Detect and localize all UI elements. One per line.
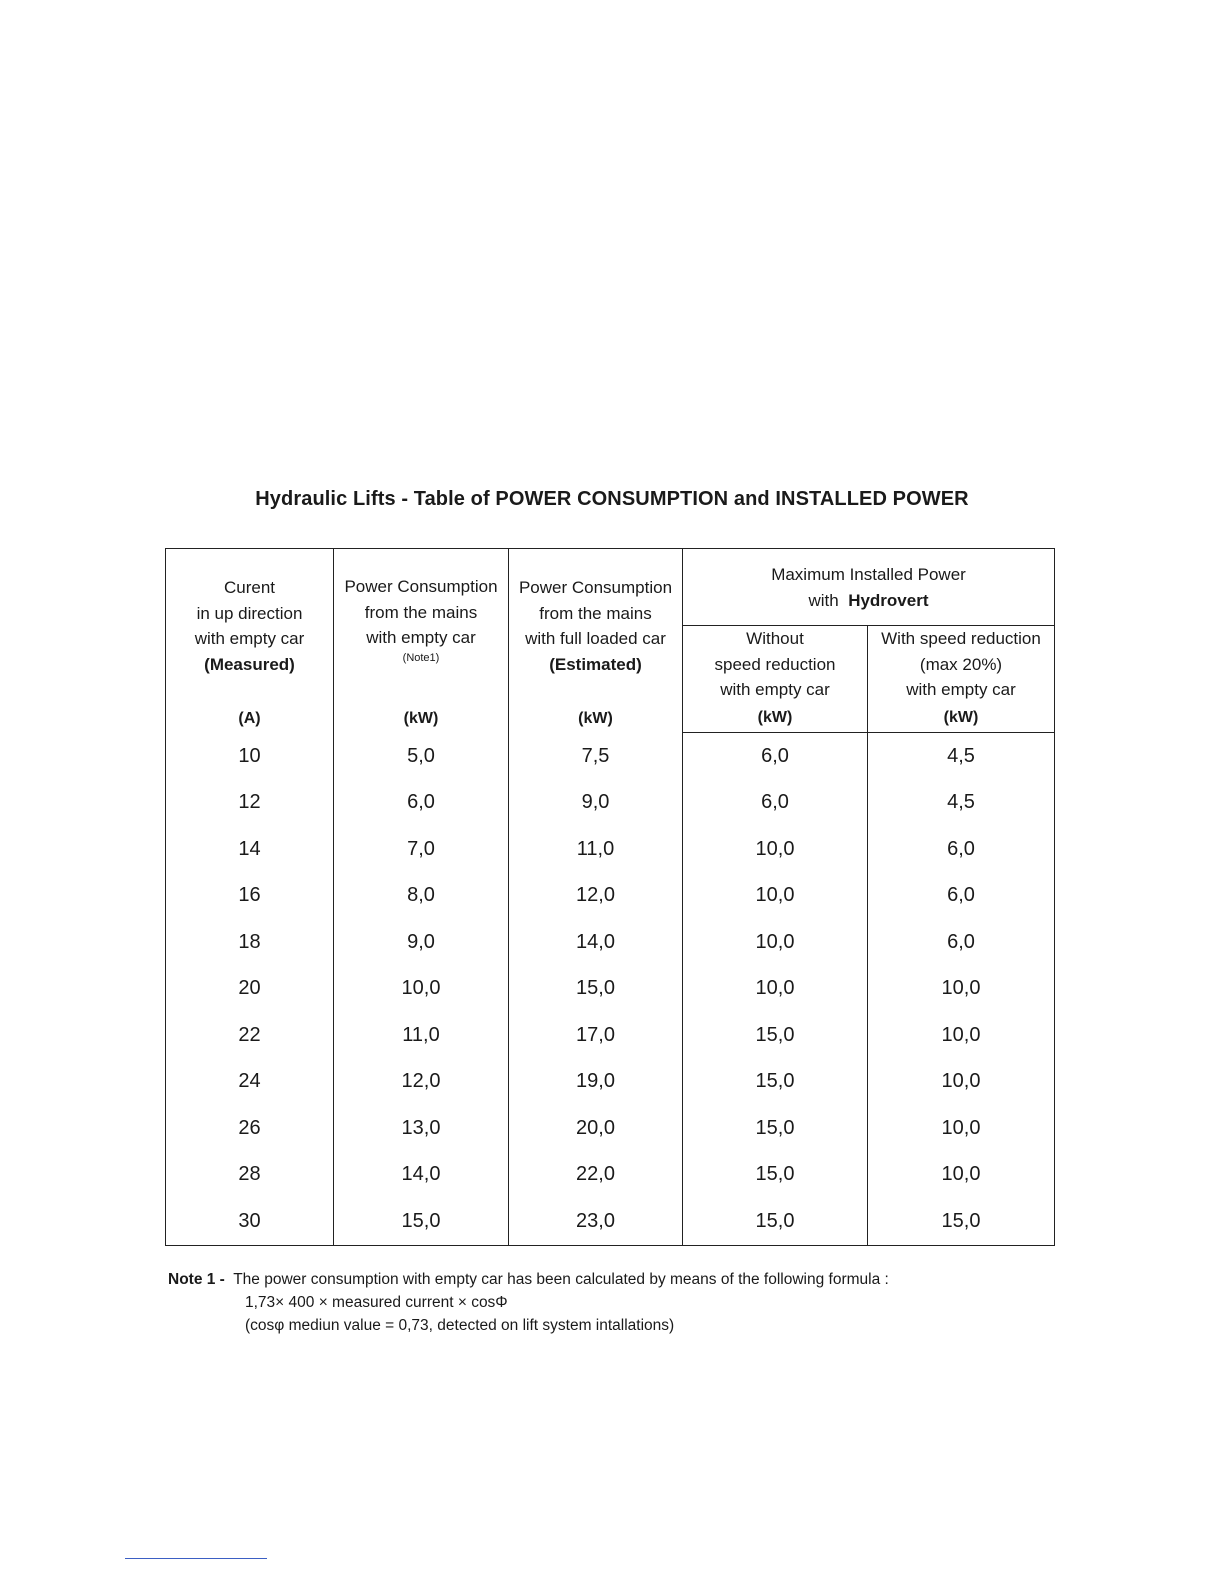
table-cell: 30 bbox=[166, 1198, 334, 1245]
table-cell: 11,0 bbox=[334, 1012, 509, 1059]
table-cell: 9,0 bbox=[509, 780, 683, 827]
table-row bbox=[166, 919, 1055, 966]
table-cell: 10,0 bbox=[683, 826, 868, 873]
header-text: Curent bbox=[223, 578, 276, 597]
header-text: in up direction bbox=[196, 603, 303, 623]
header-text: With speed reduction bbox=[881, 629, 1041, 648]
table-row bbox=[166, 780, 1055, 827]
note-detail: (cosφ mediun value = 0,73, detected on lift system intallations) bbox=[245, 1317, 675, 1334]
header-text: Maximum Installed Power bbox=[771, 565, 966, 584]
table-cell: 15,0 bbox=[683, 1198, 868, 1245]
header-text: speed reduction bbox=[714, 654, 836, 674]
header-without-reduction bbox=[683, 626, 868, 733]
table-cell: 19,0 bbox=[509, 1059, 683, 1106]
table-row bbox=[166, 1012, 1055, 1059]
table-cell: 12,0 bbox=[334, 1059, 509, 1106]
table-cell: 12 bbox=[166, 780, 334, 827]
table-cell: 10,0 bbox=[683, 919, 868, 966]
table-cell: 20,0 bbox=[509, 1105, 683, 1152]
table-cell: 12,0 bbox=[509, 873, 683, 920]
header-current bbox=[166, 549, 334, 733]
table-cell: 10,0 bbox=[683, 966, 868, 1013]
note-text: The power consumption with empty car has been calculated by means of the following formula : bbox=[233, 1271, 889, 1288]
table-cell: 6,0 bbox=[868, 919, 1055, 966]
table-cell: 5,0 bbox=[334, 733, 509, 780]
table-cell: 28 bbox=[166, 1152, 334, 1199]
header-text: with full loaded car bbox=[525, 629, 666, 648]
table-cell: 20 bbox=[166, 966, 334, 1013]
header-text: Without bbox=[746, 629, 804, 648]
table-cell: 14,0 bbox=[334, 1152, 509, 1199]
unit-label: (kW) bbox=[757, 709, 793, 726]
table-row bbox=[166, 733, 1055, 780]
table-cell: 8,0 bbox=[334, 873, 509, 920]
table-cell: 6,0 bbox=[868, 873, 1055, 920]
table-cell: 14,0 bbox=[509, 919, 683, 966]
table-cell: 24 bbox=[166, 1059, 334, 1106]
table-cell: 22 bbox=[166, 1012, 334, 1059]
header-text: with empty car bbox=[720, 680, 830, 699]
table-cell: 6,0 bbox=[683, 733, 868, 780]
table-cell: 15,0 bbox=[868, 1198, 1055, 1245]
table-cell: 22,0 bbox=[509, 1152, 683, 1199]
unit-label: (kW) bbox=[403, 709, 439, 727]
footnote bbox=[168, 1268, 889, 1337]
table-row bbox=[166, 873, 1055, 920]
table-cell: 4,5 bbox=[868, 780, 1055, 827]
unit-label: (A) bbox=[238, 709, 261, 727]
header-text: (max 20%) bbox=[919, 654, 1003, 674]
note-label: Note 1 - bbox=[168, 1271, 225, 1288]
table-cell: 10,0 bbox=[868, 1059, 1055, 1106]
header-text: with Hydrovert bbox=[808, 591, 929, 610]
table-cell: 9,0 bbox=[334, 919, 509, 966]
table-cell: 7,0 bbox=[334, 826, 509, 873]
table-row bbox=[166, 1198, 1055, 1245]
table-cell: 26 bbox=[166, 1105, 334, 1152]
header-text: Power Consumption bbox=[518, 578, 673, 597]
table-cell: 13,0 bbox=[334, 1105, 509, 1152]
table-cell: 15,0 bbox=[683, 1059, 868, 1106]
header-with-reduction bbox=[868, 626, 1055, 733]
table-cell: 10,0 bbox=[868, 1152, 1055, 1199]
table-body bbox=[166, 733, 1055, 1246]
brand-name: Hydrovert bbox=[848, 591, 929, 610]
table-cell: 15,0 bbox=[683, 1152, 868, 1199]
header-text: from the mains bbox=[539, 603, 652, 623]
table-cell: 10,0 bbox=[334, 966, 509, 1013]
table-cell: 11,0 bbox=[509, 826, 683, 873]
table-cell: 17,0 bbox=[509, 1012, 683, 1059]
table-cell: 10,0 bbox=[868, 966, 1055, 1013]
table-cell: 14 bbox=[166, 826, 334, 873]
note-formula: 1,73× 400 × measured current × cosΦ bbox=[245, 1294, 508, 1311]
table-row bbox=[166, 966, 1055, 1013]
table-cell: 6,0 bbox=[334, 780, 509, 827]
table-cell: 15,0 bbox=[509, 966, 683, 1013]
table-cell: 7,5 bbox=[509, 733, 683, 780]
table-cell: 15,0 bbox=[683, 1012, 868, 1059]
header-consumption-empty bbox=[334, 549, 509, 733]
table-cell: 15,0 bbox=[334, 1198, 509, 1245]
page-title: Hydraulic Lifts - Table of POWER CONSUMPTION and INSTALLED POWER bbox=[255, 488, 969, 510]
header-text: (Estimated) bbox=[549, 654, 642, 674]
header-text: from the mains bbox=[364, 602, 478, 622]
table-cell: 10,0 bbox=[868, 1012, 1055, 1059]
header-text: with empty car bbox=[906, 680, 1016, 699]
table-row bbox=[166, 826, 1055, 873]
table-cell: 18 bbox=[166, 919, 334, 966]
table-cell: 10,0 bbox=[868, 1105, 1055, 1152]
table-cell: 10,0 bbox=[683, 873, 868, 920]
header-text: with empty car bbox=[194, 629, 305, 648]
table-cell: 15,0 bbox=[683, 1105, 868, 1152]
table-cell: 6,0 bbox=[683, 780, 868, 827]
header-text: with empty car bbox=[366, 628, 476, 647]
table-row bbox=[166, 1059, 1055, 1106]
table-row bbox=[166, 1152, 1055, 1199]
table-row bbox=[166, 1105, 1055, 1152]
header-consumption-full bbox=[509, 549, 683, 733]
table-cell: 4,5 bbox=[868, 733, 1055, 780]
table-cell: 6,0 bbox=[868, 826, 1055, 873]
power-table bbox=[165, 548, 1055, 1246]
unit-label: (kW) bbox=[943, 709, 979, 726]
header-max-installed-power bbox=[683, 549, 1055, 626]
table-cell: 16 bbox=[166, 873, 334, 920]
footer-rule bbox=[125, 1558, 267, 1559]
table-cell: 23,0 bbox=[509, 1198, 683, 1245]
note-line bbox=[168, 1268, 889, 1291]
header-text: Power Consumption bbox=[344, 577, 498, 596]
header-text: (Measured) bbox=[204, 654, 295, 674]
unit-label: (kW) bbox=[578, 709, 613, 727]
table-cell: 10 bbox=[166, 733, 334, 780]
note-reference: (Note1) bbox=[402, 651, 440, 664]
